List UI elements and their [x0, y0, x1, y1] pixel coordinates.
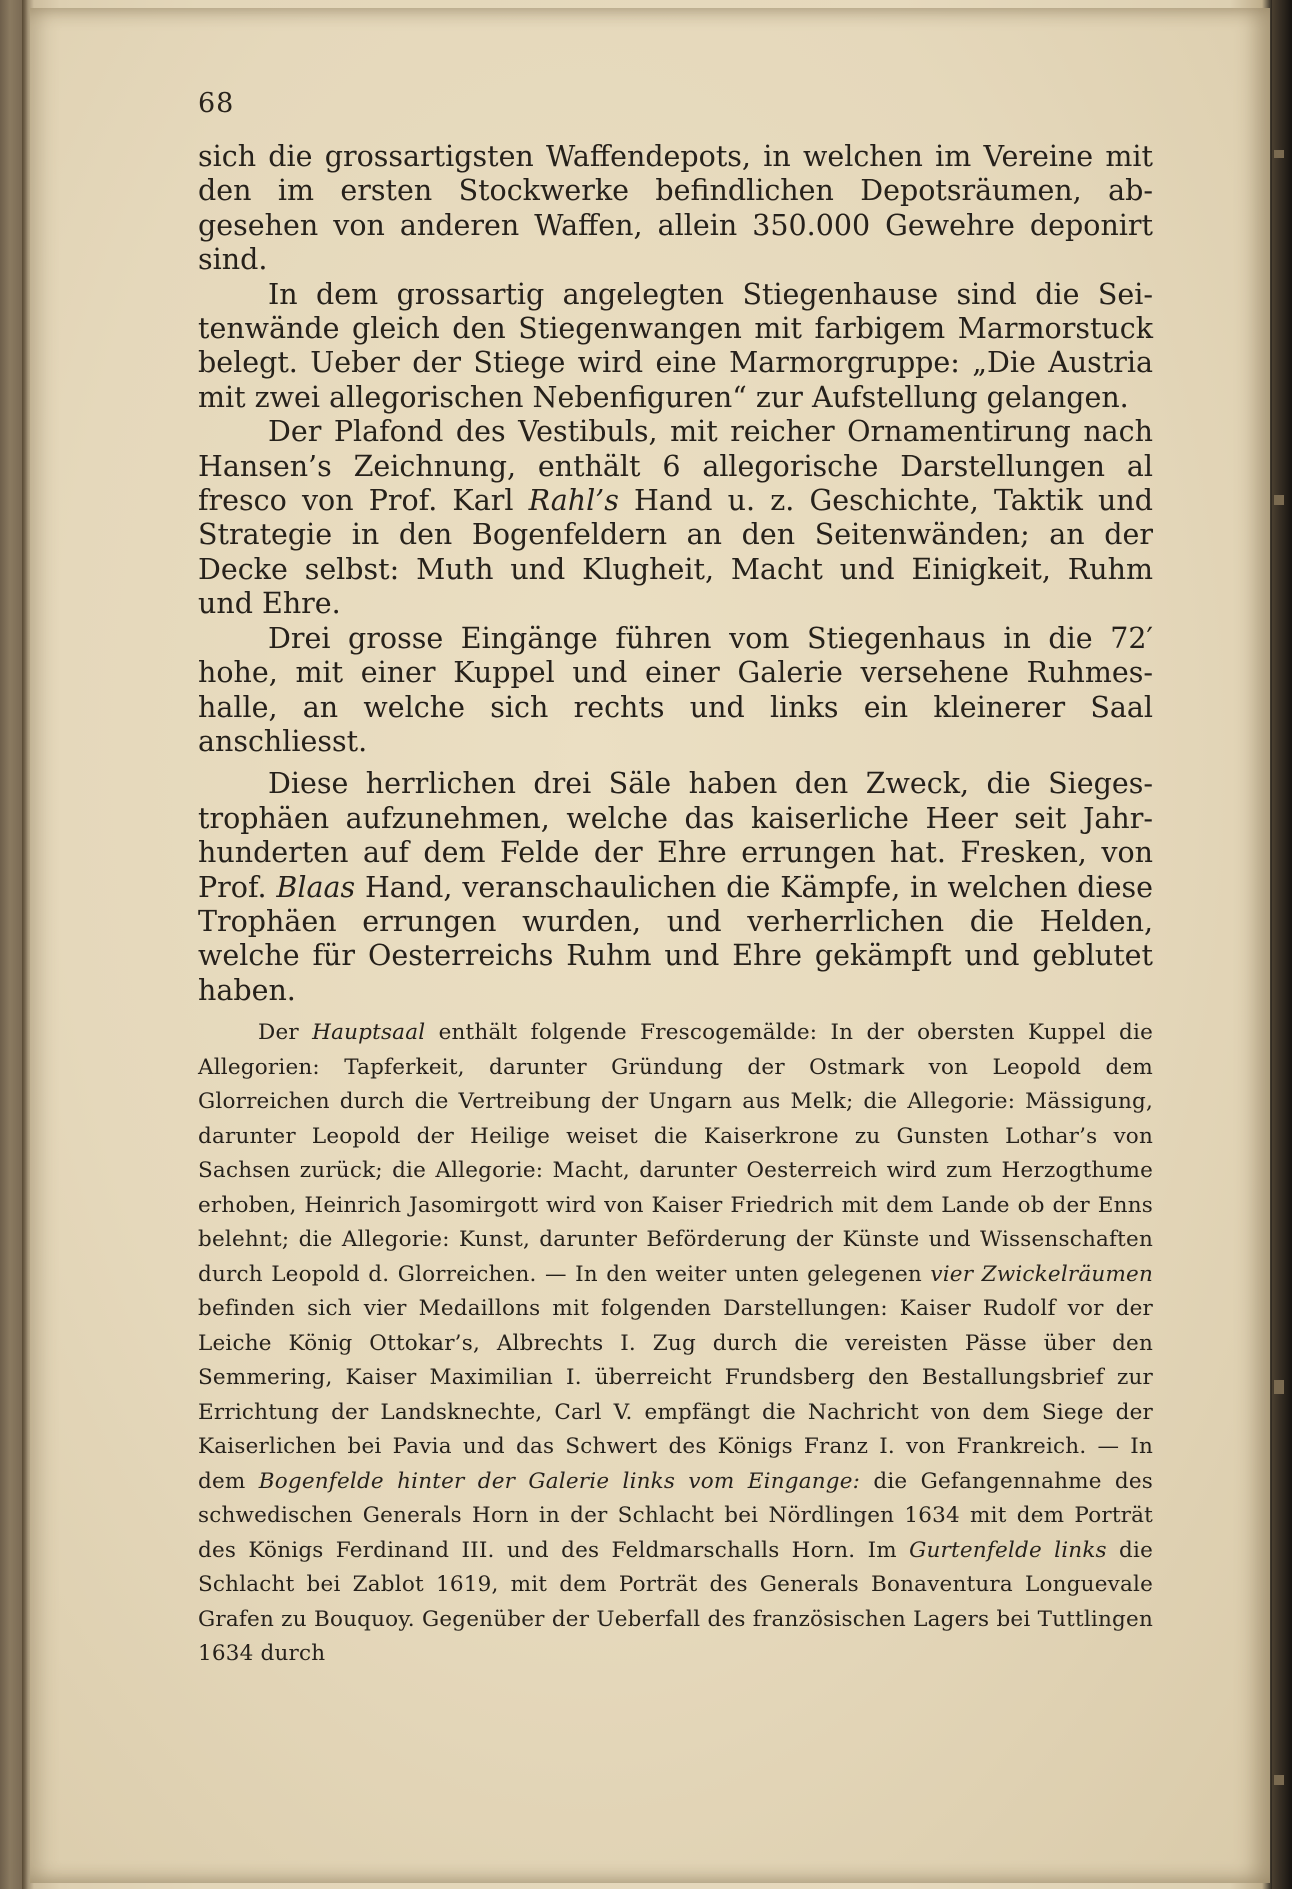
page-marker [1274, 1775, 1284, 1785]
small-text: Der [258, 1020, 313, 1046]
page-number: 68 [198, 88, 235, 119]
paragraph-text: Hand, veranschaulichen die Kämpfe, in welchen diese Trophäen errungen wurden, und verherrlichen die Helden, welche für Oesterreichs Ruhm und Ehre gekämpft und geblutet haben. [198, 870, 1153, 1007]
small-italic: vier Zwickelräumen [930, 1261, 1154, 1287]
small-italic: Bogenfelde hinter der Galerie links vom Eingange: [258, 1468, 861, 1494]
small-text: die Gefangennahme des schwedischen Generals Horn in der Schlacht bei Nördlingen 1634 mit dem Porträt des Königs Ferdinand III. und des Feldmarschalls Horn. Im [198, 1468, 1154, 1563]
small-print-paragraph [198, 1016, 1153, 1672]
page-marker [1274, 495, 1284, 505]
paragraph-text: Diese herrlichen drei Säle haben den Zweck, die Siegestrophäen aufzunehmen, welche das kaiserliche Heer seit Jahrhunderten auf dem Felde der Ehre errungen hat. Fresken, von Prof. [198, 767, 1153, 904]
paragraph-text: Der Plafond des Vestibuls, mit reicher Ornamentirung nach Hansen’s Zeichnung, enthält 6 allegorische Darstellungen al fresco von Prof. Karl [198, 415, 1153, 518]
page-edge [1272, 0, 1292, 1889]
paragraph-1 [198, 140, 1153, 278]
paragraph-text: sich die grossartigsten Waffendepots, in welchen im Vereine mit den im ersten Stockwerke befindlichen Depotsräumen, abgesehen von anderen Waffen, allein 350.000 Gewehre deponirt sind. [198, 140, 1153, 277]
artist-name: Blaas [276, 870, 356, 904]
small-italic: Hauptsaal [312, 1020, 426, 1046]
small-text: befinden sich vier Medaillons mit folgenden Darstellungen: Kaiser Rudolf vor der Leiche König Ottokar’s, Albrechts I. Zug durch die vereisten Pässe über den Semmering, Kaiser Maximilian I. überreicht Frundsberg den Bestallungsbrief zur Errichtung der Landsknechte, Carl V. empfängt die Nachricht von dem Siege der Kaiserlichen bei Pavia und das Schwert des Königs Franz I. von Frankreich. — In dem [198, 1296, 1153, 1494]
paragraph-5 [198, 767, 1153, 1008]
artist-name: Rahl’s [528, 484, 619, 518]
paragraph-3 [198, 415, 1153, 621]
paragraph-text: Hand u. z. Geschichte, Taktik und Strategie in den Bogenfeldern an den Seitenwänden; an der Decke selbst: Muth und Klugheit, Macht und Einigkeit, Ruhm und Ehre. [198, 484, 1153, 621]
small-text: enthält folgende Frescogemälde: In der obersten Kuppel die Allegorien: Tapferkeit, darunter Gründung der Ostmark von Leopold dem Glorreichen durch die Vertreibung der Ungarn aus Melk; die Allegorie: Mässigung, darunter Leopold der Heilige weiset die Kaiserkrone zu Gunsten Lothar’s von Sachsen zurück; die Allegorie: Macht, darunter Oesterreich wird zum Herzogthume erhoben, Heinrich Jasomirgott wird von Kaiser Friedrich mit dem Lande ob der Enns belehnt; die Allegorie: Kunst, darunter Beförderung der Künste und Wissenschaften durch Leopold d. Glorreichen. — In den weiter unten gelegenen [198, 1020, 1153, 1287]
page-marker [1274, 150, 1284, 158]
paragraph-2 [198, 278, 1153, 416]
small-text: die Schlacht bei Zablot 1619, mit dem Porträt des Generals Bonaventura Longuevale Grafen zu Bouquoy. Gegenüber der Ueberfall des französischen Lagers bei Tuttlingen 1634 durch [198, 1537, 1154, 1667]
paragraph-text: In dem grossartig angelegten Stiegenhause sind die Seitenwände gleich den Stiegenwangen mit farbigem Marmorstuck belegt. Ueber der Stiege wird eine Marmorgruppe: „Die Austria mit zwei allegorischen Nebenfiguren“ zur Aufstellung gelangen. [198, 277, 1153, 414]
page-marker [1274, 1380, 1284, 1394]
small-italic: Gurtenfelde links [909, 1537, 1107, 1563]
paragraph-4 [198, 622, 1153, 760]
paragraph-text: Drei grosse Eingänge führen vom Stiegenhaus in die 72′ hohe, mit einer Kuppel und einer Galerie versehene Ruhmeshalle, an welche sich rechts und links ein kleinerer Saal anschliesst. [198, 621, 1153, 758]
page-body [198, 140, 1153, 1672]
